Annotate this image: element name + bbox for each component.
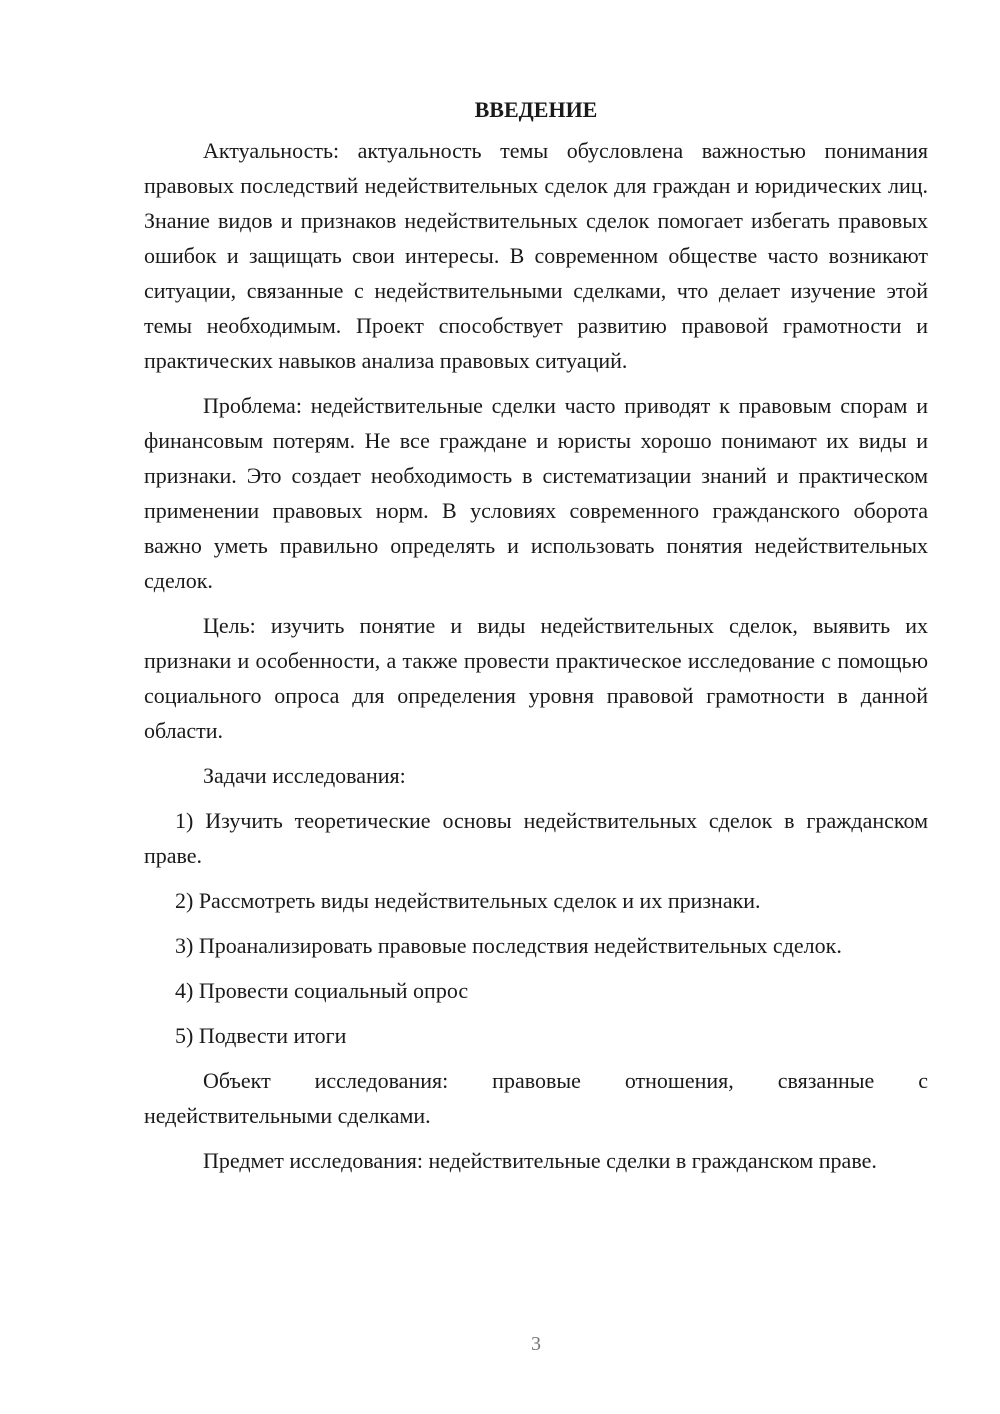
tasks-heading: Задачи исследования: [203, 763, 406, 788]
task-item-1: 1) Изучить теоретические основы недействительных сделок в гражданском праве. [144, 808, 928, 868]
section-title: ВВЕДЕНИЕ [474, 97, 598, 122]
paragraph-problem: Проблема: недействительные сделки часто приводят к правовым спорам и финансовым потерям. Не все граждане и юристы хорошо понимают их виды и признаки. Это создает необходимость в систематизации знаний и практическом применении правовых норм. В условиях современного гражданского оборота важно уметь правильно определять и использовать понятия недействительных сделок. [144, 393, 928, 593]
paragraph-subject: Предмет исследования: недействительные сделки в гражданском праве. [203, 1148, 877, 1173]
task-item-2: 2) Рассмотреть виды недействительных сделок и их признаки. [175, 888, 761, 913]
paragraph-object: Объект исследования: правовые отношения, связанные с недействительными сделками. [144, 1068, 928, 1128]
paragraph-relevance: Актуальность: актуальность темы обусловлена важностью понимания правовых последствий недействительных сделок для граждан и юридических лиц. Знание видов и признаков недействительных сделок помогает избегать правовых ошибок и защищать свои интересы. В современном обществе часто возникают ситуации, связанные с недействительными сделками, что делает изучение этой темы необходимым. Проект способствует развитию правовой грамотности и практических навыков анализа правовых ситуаций. [144, 138, 928, 373]
page-number: 3 [531, 1333, 541, 1355]
paragraph-goal: Цель: изучить понятие и виды недействительных сделок, выявить их признаки и особенности, а также провести практическое исследование с помощью социального опроса для определения уровня правовой грамотности в данной области. [144, 613, 928, 743]
task-item-4: 4) Провести социальный опрос [175, 978, 469, 1003]
page-content [144, 92, 928, 1188]
task-item-5: 5) Подвести итоги [175, 1023, 347, 1048]
task-item-3: 3) Проанализировать правовые последствия недействительных сделок. [175, 933, 842, 958]
